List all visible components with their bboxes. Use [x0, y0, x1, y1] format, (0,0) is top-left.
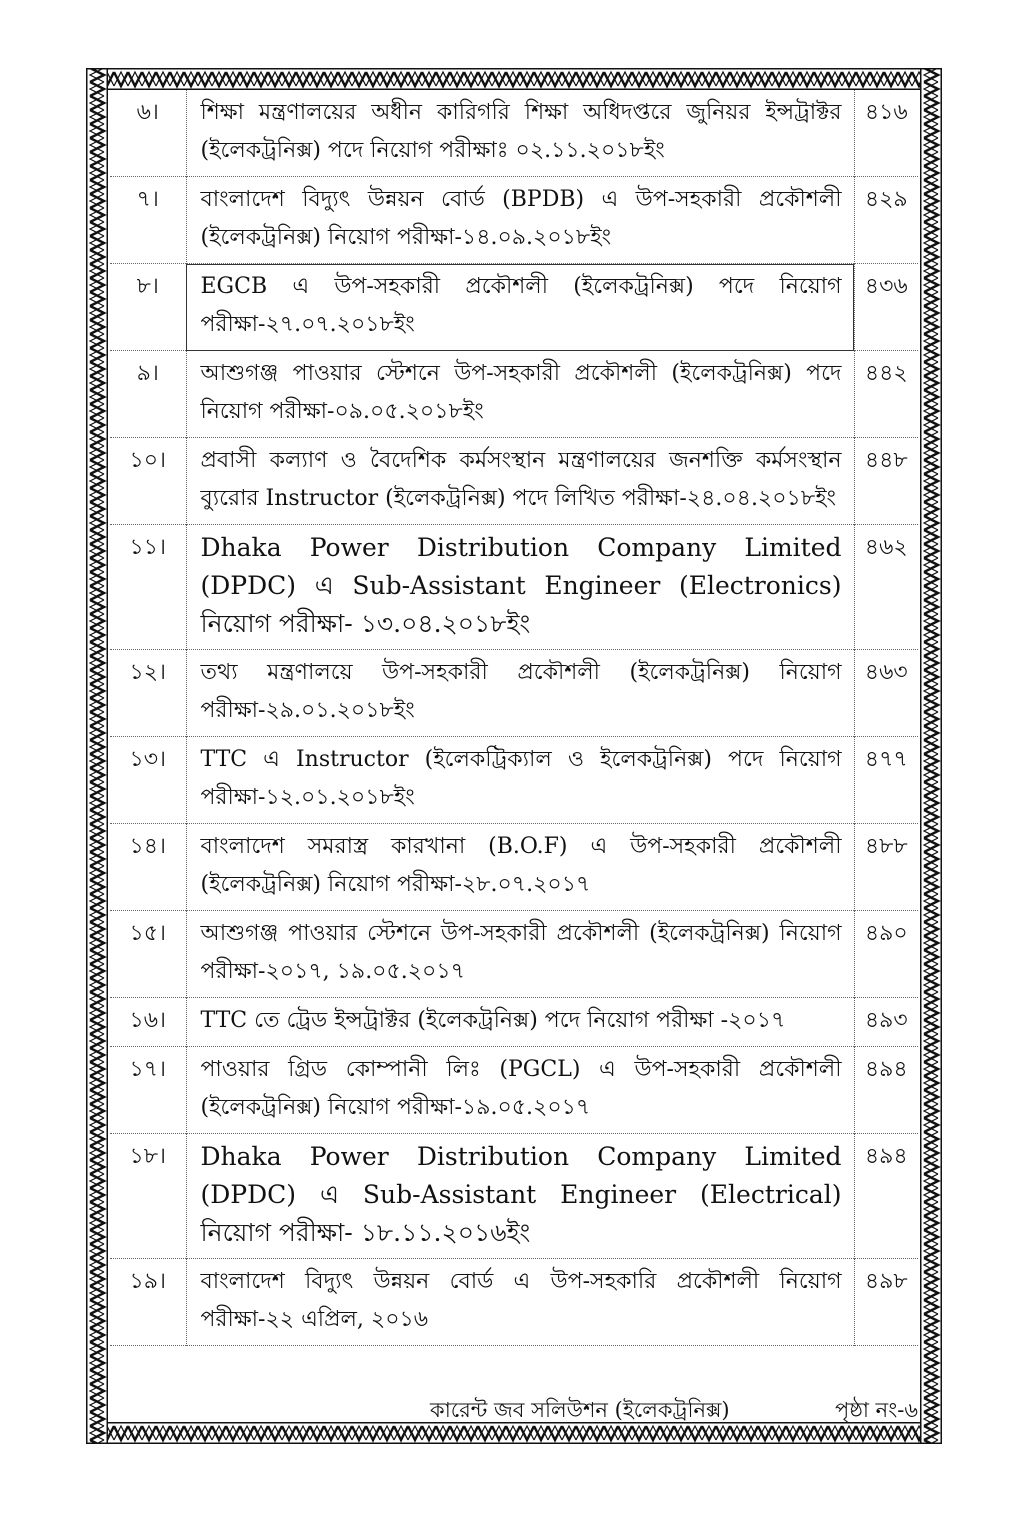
- entry-number: ১০।: [129, 448, 166, 473]
- entry-page: ৪৯৪: [864, 1057, 908, 1082]
- entry-title: EGCB এ উপ-সহকারী প্রকৌশলী (ইলেকট্রনিক্স) পদে নিয়োগ পরীক্ষা-২৭.০৭.২০১৮ইং: [186, 264, 854, 351]
- entry-number: ১৩।: [129, 747, 166, 772]
- entry-number: ১৪।: [129, 834, 166, 859]
- border-right-pattern: [920, 68, 942, 1444]
- table-row: [110, 650, 918, 737]
- entry-page: ৪২৯: [864, 187, 908, 212]
- table-of-contents: [110, 90, 918, 1422]
- entry-title: তথ্য মন্ত্রণালয়ে উপ-সহকারী প্রকৌশলী (ইলেকট্রনিক্স) নিয়োগ পরীক্ষা-২৯.০১.২০১৮ইং: [186, 650, 854, 737]
- table-row: [110, 824, 918, 911]
- entry-number: ১৬।: [129, 1008, 166, 1033]
- entry-number: ১৯।: [129, 1269, 166, 1294]
- entry-title: Dhaka Power Distribution Company Limited (DPDC) এ Sub-Assistant Engineer (Electronics) নিয়োগ পরীক্ষা- ১৩.০৪.২০১৮ইং: [186, 525, 854, 650]
- entry-title: TTC এ Instructor (ইলেকট্রিক্যাল ও ইলেকট্রনিক্স) পদে নিয়োগ পরীক্ষা-১২.০১.২০১৮ইং: [186, 737, 854, 824]
- footer-page-number: পৃষ্ঠা নং-৬: [834, 1398, 918, 1422]
- entry-title: পাওয়ার গ্রিড কোম্পানী লিঃ (PGCL) এ উপ-সহকারী প্রকৌশলী (ইলেকট্রনিক্স) নিয়োগ পরীক্ষা-১৯.০৫.২০১৭: [186, 1047, 854, 1134]
- entry-page: ৪৯৮: [864, 1269, 908, 1294]
- entry-title: বাংলাদেশ বিদ্যুৎ উন্নয়ন বোর্ড এ উপ-সহকারি প্রকৌশলী নিয়োগ পরীক্ষা-২২ এপ্রিল, ২০১৬: [186, 1259, 854, 1346]
- table-row: [110, 525, 918, 650]
- entry-page: ৪৭৭: [864, 747, 908, 772]
- border-left-pattern: [86, 68, 108, 1444]
- contents-table: [110, 90, 918, 1346]
- entry-page: ৪৪২: [864, 361, 908, 386]
- entry-number: ৯।: [136, 361, 159, 386]
- entry-title: Dhaka Power Distribution Company Limited (DPDC) এ Sub-Assistant Engineer (Electrical) নিয়োগ পরীক্ষা- ১৮.১১.২০১৬ইং: [186, 1134, 854, 1259]
- table-row: [110, 264, 918, 351]
- table-row: [110, 90, 918, 177]
- table-row: [110, 998, 918, 1047]
- table-row: [110, 438, 918, 525]
- table-row: [110, 351, 918, 438]
- entry-title: আশুগঞ্জ পাওয়ার স্টেশনে উপ-সহকারী প্রকৌশলী (ইলেকট্রনিক্স) পদে নিয়োগ পরীক্ষা-০৯.০৫.২০১৮ইং: [186, 351, 854, 438]
- entry-number: ১২।: [129, 660, 166, 685]
- border-top-pattern: [86, 68, 942, 90]
- entry-number: ১৮।: [129, 1144, 166, 1169]
- entry-title: বাংলাদেশ সমরাস্ত্র কারখানা (B.O.F) এ উপ-সহকারী প্রকৌশলী (ইলেকট্রনিক্স) নিয়োগ পরীক্ষা-২৮.০৭.২০১৭: [186, 824, 854, 911]
- entry-page: ৪৬২: [864, 535, 908, 560]
- entry-title: প্রবাসী কল্যাণ ও বৈদেশিক কর্মসংস্থান মন্ত্রণালয়ের জনশক্তি কর্মসংস্থান ব্যুরোর Instructor (ইলেকট্রনিক্স) পদে লিখিত পরীক্ষা-২৪.০৪.২০১৮ইং: [186, 438, 854, 525]
- entry-title: আশুগঞ্জ পাওয়ার স্টেশনে উপ-সহকারী প্রকৌশলী (ইলেকট্রনিক্স) নিয়োগ পরীক্ষা-২০১৭, ১৯.০৫.২০১৭: [186, 911, 854, 998]
- table-row: [110, 1047, 918, 1134]
- entry-number: ৮।: [136, 274, 159, 299]
- entry-page: ৪৯৪: [864, 1144, 908, 1169]
- entry-page: ৪৯০: [864, 921, 908, 946]
- entry-page: ৪৯৩: [864, 1008, 908, 1033]
- table-row: [110, 1134, 918, 1259]
- footer-book-title: কারেন্ট জব সলিউশন (ইলেকট্রনিক্স): [430, 1398, 730, 1422]
- entry-page: ৪১৬: [864, 100, 908, 125]
- page-footer: [134, 1380, 942, 1444]
- entry-page: ৪৮৮: [864, 834, 908, 859]
- entry-title: TTC তে ট্রেড ইন্সট্রাক্টর (ইলেকট্রনিক্স) পদে নিয়োগ পরীক্ষা -২০১৭: [186, 998, 854, 1047]
- entry-number: ১৫।: [129, 921, 166, 946]
- entry-title: বাংলাদেশ বিদ্যুৎ উন্নয়ন বোর্ড (BPDB) এ উপ-সহকারী প্রকৌশলী (ইলেকট্রনিক্স) নিয়োগ পরীক্ষা-১৪.০৯.২০১৮ইং: [186, 177, 854, 264]
- entry-page: ৪৬৩: [864, 660, 908, 685]
- table-row: [110, 177, 918, 264]
- entry-number: ১৭।: [129, 1057, 166, 1082]
- table-row: [110, 911, 918, 998]
- table-row: [110, 737, 918, 824]
- table-row: [110, 1259, 918, 1346]
- entry-number: ১১।: [129, 535, 166, 560]
- entry-number: ৬।: [136, 100, 159, 125]
- entry-page: ৪৩৬: [864, 274, 908, 299]
- entry-title: শিক্ষা মন্ত্রণালয়ের অধীন কারিগরি শিক্ষা অধিদপ্তরে জুনিয়র ইন্সট্রাক্টর (ইলেকট্রনিক্স) পদে নিয়োগ পরীক্ষাঃ ০২.১১.২০১৮ইং: [186, 90, 854, 177]
- decorative-page-border: [86, 68, 942, 1444]
- entry-number: ৭।: [136, 187, 159, 212]
- entry-page: ৪৪৮: [864, 448, 908, 473]
